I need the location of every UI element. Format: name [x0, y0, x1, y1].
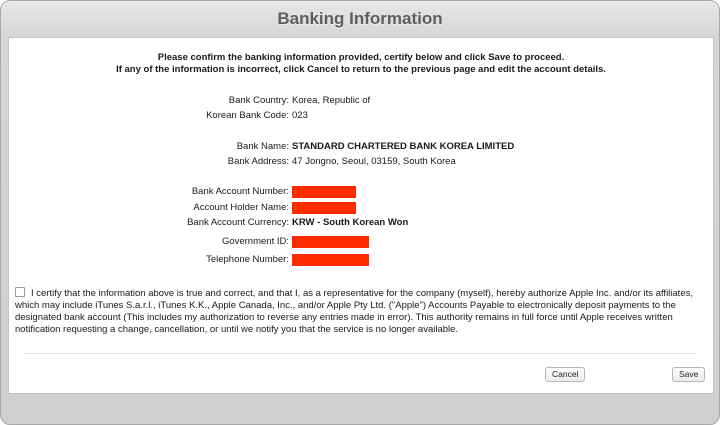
account-currency-row	[9, 216, 713, 230]
divider	[25, 353, 696, 354]
save-button[interactable]: Save	[672, 367, 705, 382]
intro-line-2: If any of the information is incorrect, click Cancel to return to the previous page and edit the account details.	[116, 64, 606, 75]
bank-name-value: STANDARD CHARTERED BANK KOREA LIMITED	[292, 141, 515, 152]
bank-code-value: 023	[292, 110, 308, 121]
intro-line-1: Please confirm the banking information provided, certify below and click Save to proceed.	[157, 52, 565, 63]
bank-code-row	[9, 109, 713, 123]
certification-block	[15, 287, 705, 336]
certification-text: I certify that the information above is true and correct, and that I, as a representative for the company (myself), hereby authorize Apple Inc. and/or its affiliates, which may include iTunes S.a.r.l., iTunes K.K., Apple Canada, Inc., and/or Apple Pty Ltd. ("Apple") Accounts Payable to electronically deposit payments to the designated bank account (This includes my authorization to reverse any entries made in error). This authority remains in full force until Apple receives written notification requesting a change, cancellation, or until we notify you that the service is no longer available.	[15, 288, 693, 335]
account-number-label: Bank Account Number:	[191, 186, 289, 197]
telephone-row	[9, 253, 713, 267]
bank-name-label: Bank Name:	[236, 141, 289, 152]
bank-country-value: Korea, Republic of	[292, 95, 371, 106]
cancel-button[interactable]: Cancel	[545, 367, 585, 382]
account-number-row	[9, 185, 713, 199]
account-number-redaction	[292, 186, 356, 198]
bank-address-row	[9, 155, 713, 169]
account-currency-label: Bank Account Currency:	[187, 217, 289, 228]
telephone-redaction	[292, 254, 369, 266]
certify-checkbox[interactable]	[15, 287, 25, 297]
bank-country-label: Bank Country:	[228, 95, 289, 106]
content-panel	[8, 37, 714, 394]
account-holder-label: Account Holder Name:	[193, 202, 289, 213]
intro-text	[9, 52, 713, 76]
bank-address-value: 47 Jongno, Seoul, 03159, South Korea	[292, 156, 456, 167]
account-holder-redaction	[292, 202, 356, 214]
bank-address-label: Bank Address:	[227, 156, 289, 167]
page-title: Banking Information	[277, 9, 443, 28]
government-id-row	[9, 235, 713, 249]
government-id-label: Government ID:	[221, 236, 289, 247]
account-holder-row	[9, 201, 713, 215]
bank-name-row	[9, 140, 713, 154]
bank-code-label: Korean Bank Code:	[206, 110, 289, 121]
account-currency-value: KRW - South Korean Won	[292, 217, 409, 228]
telephone-label: Telephone Number:	[206, 254, 289, 265]
government-id-redaction	[292, 236, 369, 248]
bank-country-row	[9, 94, 713, 108]
